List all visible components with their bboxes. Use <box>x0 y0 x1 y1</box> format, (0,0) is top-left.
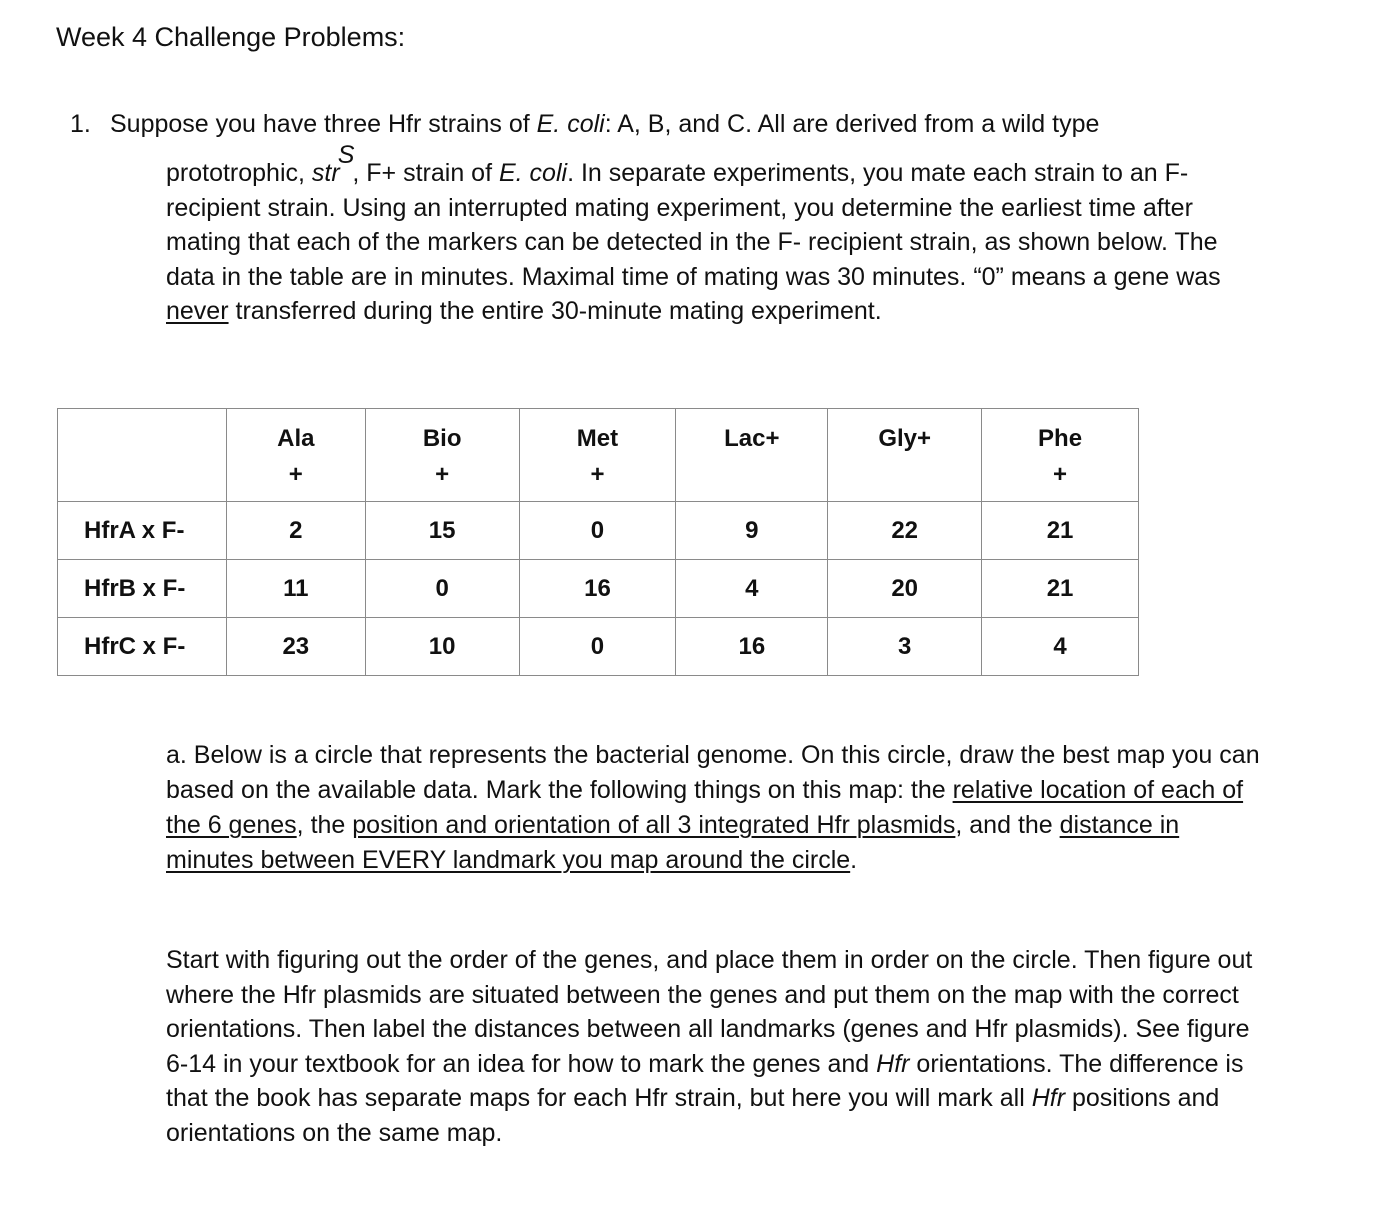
column-header <box>676 409 828 502</box>
row-label: HfrB x F- <box>58 560 227 618</box>
table-cell: 0 <box>519 618 676 676</box>
mating-data-table <box>57 408 1139 676</box>
table-cell: 23 <box>226 618 365 676</box>
column-header <box>519 409 676 502</box>
table-row <box>58 618 1139 676</box>
row-label: HfrA x F- <box>58 502 227 560</box>
column-header <box>982 409 1139 502</box>
table-cell: 21 <box>982 560 1139 618</box>
column-header-name: Gly+ <box>878 425 932 452</box>
table-cell: 2 <box>226 502 365 560</box>
question-number: 1. <box>70 110 91 138</box>
table-row <box>58 502 1139 560</box>
part-a-text: a. Below is a circle that represents the bacterial genome. On this circle, draw the best map you can based on the available data. Mark the following things on this map: the relative location of each of the 6 genes, the position and orientation of all 3 integrated Hfr plasmids, and the distance in minutes between EVERY landmark you map around the circle. <box>166 741 1260 874</box>
instructions-text: Start with figuring out the order of the genes, and place them in order on the circle. Then figure out where the Hfr plasmids are situated between the genes and put them on the map with the correct orientations. Then label the distances between all landmarks (genes and Hfr plasmids). See figure 6-14 in your textbook for an idea for how to mark the genes and Hfr orientations. The difference is that the book has separate maps for each Hfr strain, but here you will mark all Hfr positions and orientations on the same map. <box>166 946 1253 1147</box>
column-header-plus: + <box>590 461 605 488</box>
column-header-name: Phe <box>1038 425 1083 452</box>
table-cell: 21 <box>982 502 1139 560</box>
superscript-s: S <box>337 141 355 169</box>
table-cell: 0 <box>519 502 676 560</box>
column-header-plus: + <box>288 461 303 488</box>
corner-cell <box>58 409 227 502</box>
table-cell: 22 <box>828 502 982 560</box>
column-header-name: Met <box>576 425 619 452</box>
table-cell: 15 <box>365 502 519 560</box>
question-first-line: Suppose you have three Hfr strains of E. coli: A, B, and C. All are derived from a wild type <box>110 110 1100 138</box>
page-title: Week 4 Challenge Problems: <box>56 22 406 52</box>
column-header-plus: + <box>435 461 450 488</box>
column-header <box>365 409 519 502</box>
column-header-name: Ala <box>277 425 315 452</box>
table-cell: 0 <box>365 560 519 618</box>
never-underlined: never <box>166 297 229 325</box>
table-cell: 16 <box>676 618 828 676</box>
table-row <box>58 560 1139 618</box>
table-cell: 20 <box>828 560 982 618</box>
table-cell: 16 <box>519 560 676 618</box>
table-cell: 4 <box>982 618 1139 676</box>
column-header-name: Lac+ <box>724 425 780 452</box>
table-header-row <box>58 409 1139 502</box>
table-cell: 9 <box>676 502 828 560</box>
column-header-name: Bio <box>422 425 462 452</box>
table-cell: 10 <box>365 618 519 676</box>
row-label: HfrC x F- <box>58 618 227 676</box>
table-cell: 4 <box>676 560 828 618</box>
table-cell: 3 <box>828 618 982 676</box>
column-header-plus: + <box>1053 461 1068 488</box>
table-cell: 11 <box>226 560 365 618</box>
column-header <box>226 409 365 502</box>
column-header <box>828 409 982 502</box>
question-body: prototrophic, strS, F+ strain of E. coli. In separate experiments, you mate each strain to an F- recipient strain. Using an interrupted mating experiment, you determine the earliest time after mating that each of the markers can be detected in the F- recipient strain, as shown below. The data in the table are in minutes. Maximal time of mating was 30 minutes. “0” means a gene was never transferred during the entire 30-minute mating experiment. <box>166 141 1221 325</box>
